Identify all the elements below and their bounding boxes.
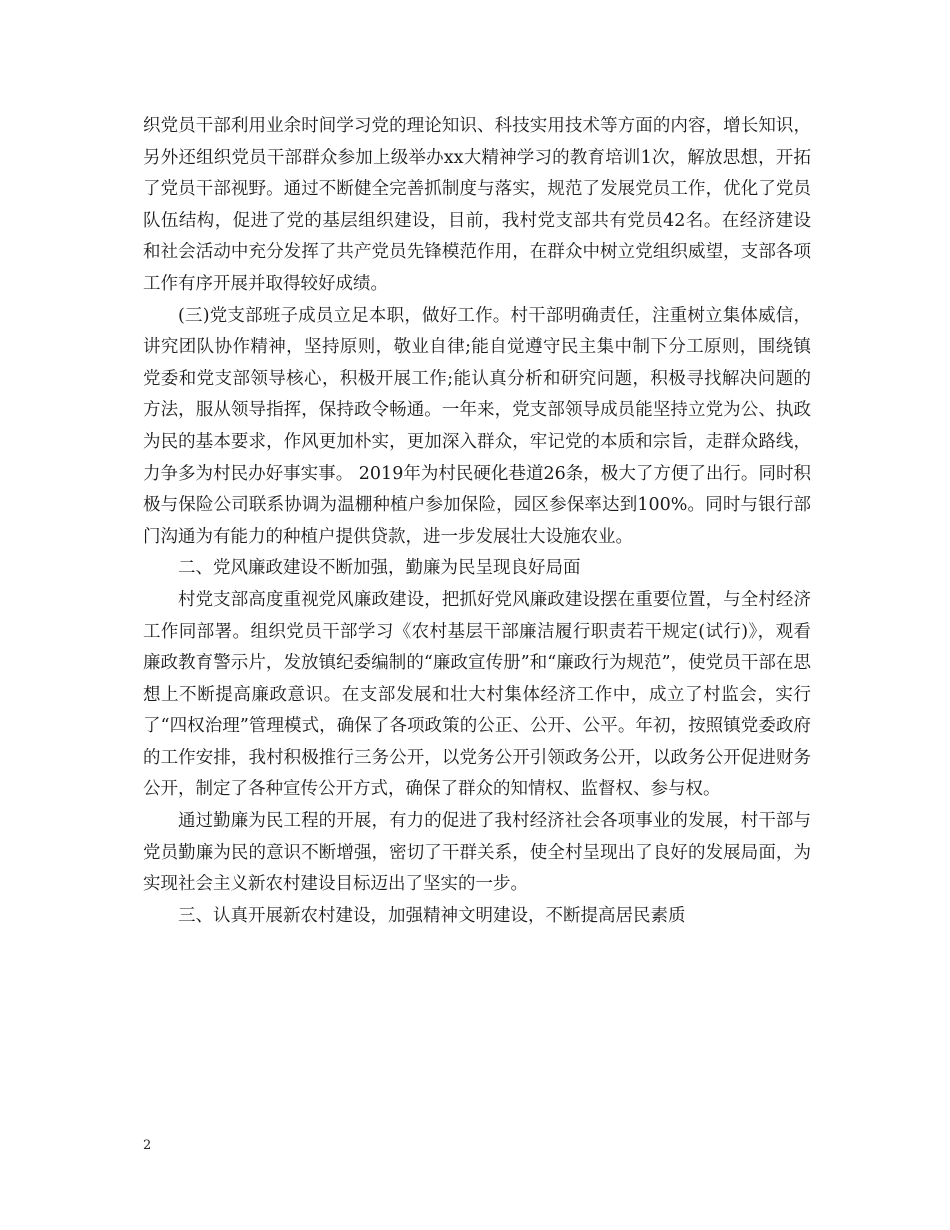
paragraph-integrity-building: 村党支部高度重视党风廉政建设，把抓好党风廉政建设摆在重要位置，与全村经济工作同部署。组织党员干部学习《农村基层干部廉洁履行职责若干规定(试行)》，观看廉政教育警示片，发放镇纪委编制的“廉政宣传册”和“廉政行为规范”，使党员干部在思想上不断提高廉政意识。在支部发展和壮大村集体经济工作中，成立了村监会，实行了“四权治理”管理模式，确保了各项政策的公正、公开、公平。年初，按照镇党委政府的工作安排，我村积极推行三务公开，以党务公开引领政务公开，以政务公开促进财务公开，制定了各种宣传公开方式，确保了群众的知情权、监督权、参与权。	[143, 589, 811, 800]
heading-party-integrity: 二、党风廉政建设不断加强，勤廉为民呈现良好局面	[178, 558, 581, 579]
heading-new-countryside: 三、认真开展新农村建设，加强精神文明建设，不断提高居民素质	[178, 905, 686, 926]
document-body	[143, 111, 811, 932]
paragraph-integrity-results: 通过勤廉为民工程的开展，有力的促进了我村经济社会各项事业的发展，村干部与党员勤廉为民的意识不断增强，密切了干群关系，使全村呈现出了良好的发展局面，为实现社会主义新农村建设目标迈出了坚实的一步。	[143, 811, 811, 895]
page-number: 2	[143, 1138, 152, 1153]
paragraph-section-three-leaders: (三)党支部班子成员立足本职，做好工作。村干部明确责任，注重树立集体威信，讲究团队协作精神，坚持原则，敬业自律;能自觉遵守民主集中制下分工原则，围绕镇党委和党支部领导核心，积极开展工作;能认真分析和研究问题，积极寻找解决问题的方法，服从领导指挥，保持政令畅通。一年来，党支部领导成员能坚持立党为公、执政为民的基本要求，作风更加朴实，更加深入群众，牢记党的本质和宗旨，走群众路线，力争多为村民办好事实事。 2019年为村民硬化巷道26条，极大了方便了出行。同时积极与保险公司联系协调为温棚种植户参加保险，园区参保率达到100%。同时与银行部门沟通为有能力的种植户提供贷款，进一步发展壮大设施农业。	[143, 305, 811, 547]
paragraph-continuation: 织党员干部利用业余时间学习党的理论知识、科技实用技术等方面的内容，增长知识，另外还组织党员干部群众参加上级举办xx大精神学习的教育培训1次，解放思想，开拓了党员干部视野。通过不断健全完善抓制度与落实，规范了发展党员工作，优化了党员队伍结构，促进了党的基层组织建设，目前，我村党支部共有党员42名。在经济建设和社会活动中充分发挥了共产党员先锋模范作用，在群众中树立党组织威望，支部各项工作有序开展并取得较好成绩。	[143, 116, 811, 294]
